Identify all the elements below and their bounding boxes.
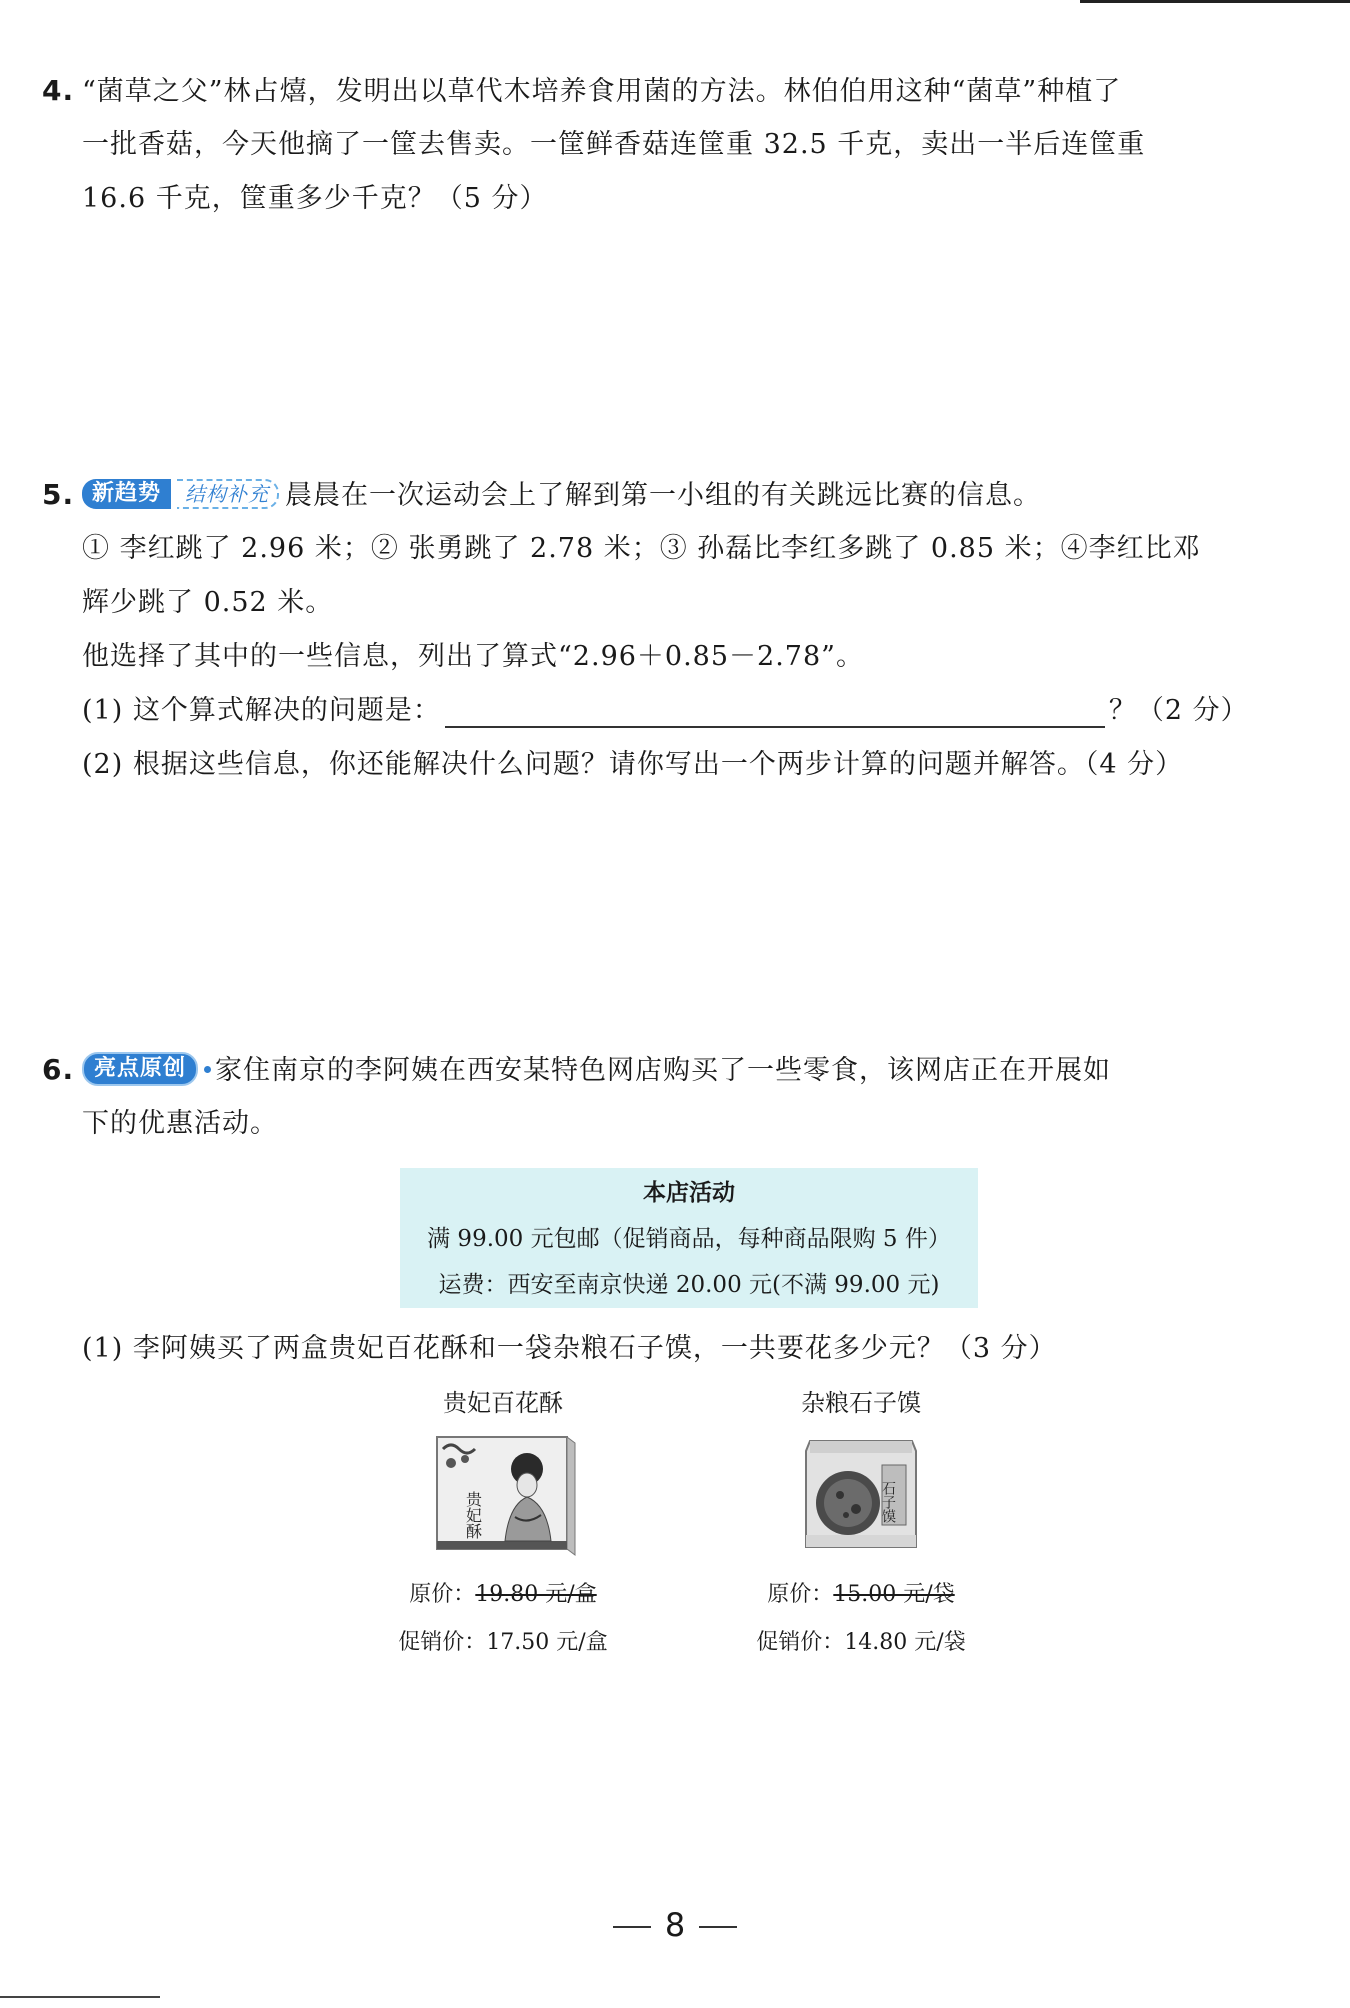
- question-4-line-2: 一批香菇，今天他摘了一筐去售卖。一筐鲜香菇连筐重 32.5 千克，卖出一半后连筐重: [82, 129, 1146, 160]
- answer-blank[interactable]: [445, 696, 1105, 728]
- product-name: 杂粮石子馍: [801, 1389, 921, 1417]
- question-6-sub: [42, 1322, 1292, 1376]
- pastry-box-image: [429, 1429, 577, 1559]
- original-price-label: 原价：: [409, 1582, 476, 1607]
- package-lettering: 石子馍: [880, 1481, 896, 1523]
- snack-bag-image: [796, 1429, 926, 1559]
- question-text: 家住南京的李阿姨在西安某特色网店购买了一些零食，该网店正在开展如: [215, 1055, 1112, 1086]
- tag-original: 亮点原创: [82, 1052, 198, 1086]
- formula-line: 他选择了其中的一些信息，列出了算式“2.96＋0.85－2.78”。: [82, 641, 864, 672]
- question-4: [42, 64, 1292, 226]
- top-rule: [1080, 0, 1350, 3]
- bottom-rule: [0, 1996, 160, 1998]
- tag-dot-icon: [204, 1066, 211, 1073]
- promo-price-label: 促销价：: [756, 1630, 845, 1655]
- question-text: “菌草之父”林占熺，发明出以草代木培养食用菌的方法。林伯伯用这种“菌草”种植了: [82, 76, 1122, 107]
- sub-question-1-suffix: ？（2 分）: [1108, 695, 1249, 726]
- sub-question-2: (2) 根据这些信息，你还能解决什么问题？请你写出一个两步计算的问题并解答。（4 分）: [82, 749, 1184, 780]
- promo-price-line: [373, 1619, 633, 1667]
- question-number: 4.: [42, 74, 75, 107]
- package-lettering: 贵妃酥: [463, 1491, 483, 1539]
- original-price-line: [731, 1571, 991, 1619]
- question-6-line-2: 下的优惠活动。: [82, 1108, 278, 1139]
- question-5-line-1: [42, 468, 1292, 522]
- promotion-free-shipping: 满 99.00 元包邮（促销商品，每种商品限购 5 件）: [427, 1226, 951, 1252]
- product-card-pastry: [373, 1383, 633, 1667]
- question-6: [42, 1043, 1292, 1151]
- page-number-dash-right: [699, 1926, 737, 1928]
- promotion-shipping-fee: 运费：西安至南京快递 20.00 元(不满 99.00 元): [438, 1272, 940, 1298]
- question-number: 6.: [42, 1053, 75, 1086]
- page-number: [0, 1905, 1350, 1945]
- sub-question-1-prefix: (1) 这个算式解决的问题是：: [82, 695, 441, 726]
- question-intro: 晨晨在一次运动会上了解到第一小组的有关跳远比赛的信息。: [285, 480, 1042, 511]
- promotion-title: 本店活动: [643, 1179, 735, 1206]
- page-number-value: 8: [664, 1906, 686, 1944]
- promo-price-line: [731, 1619, 991, 1667]
- question-4-line-3: 16.6 千克，筐重多少千克？（5 分）: [82, 183, 548, 214]
- promo-price-label: 促销价：: [398, 1630, 487, 1655]
- info-line-2: 辉少跳了 0.52 米。: [82, 587, 334, 618]
- question-5: [42, 468, 1292, 792]
- original-price: 19.80 元/盒: [475, 1582, 597, 1607]
- promotion-box: [400, 1168, 978, 1308]
- original-price: 15.00 元/袋: [833, 1582, 955, 1607]
- tag-new-trend: 新趋势: [82, 479, 171, 509]
- original-price-line: [373, 1571, 633, 1619]
- original-price-label: 原价：: [767, 1582, 834, 1607]
- page-number-dash-left: [613, 1926, 651, 1928]
- question-number: 5.: [42, 478, 75, 511]
- product-name: 贵妃百花酥: [443, 1389, 563, 1417]
- promo-price: 17.50 元/盒: [486, 1630, 608, 1655]
- question-6-line-1: [42, 1043, 1292, 1097]
- sub-question-1: [42, 684, 1292, 738]
- tag-structure: 结构补充: [177, 479, 279, 509]
- question-4-line-1: [42, 64, 1292, 118]
- product-card-bun: [731, 1383, 991, 1667]
- info-line-1: ① 李红跳了 2.96 米；② 张勇跳了 2.78 米；③ 孙磊比李红多跳了 0.85 米；④李红比邓: [82, 533, 1201, 564]
- promo-price: 14.80 元/袋: [844, 1630, 966, 1655]
- sub-question-1: (1) 李阿姨买了两盒贵妃百花酥和一袋杂粮石子馍，一共要花多少元？（3 分）: [82, 1333, 1057, 1364]
